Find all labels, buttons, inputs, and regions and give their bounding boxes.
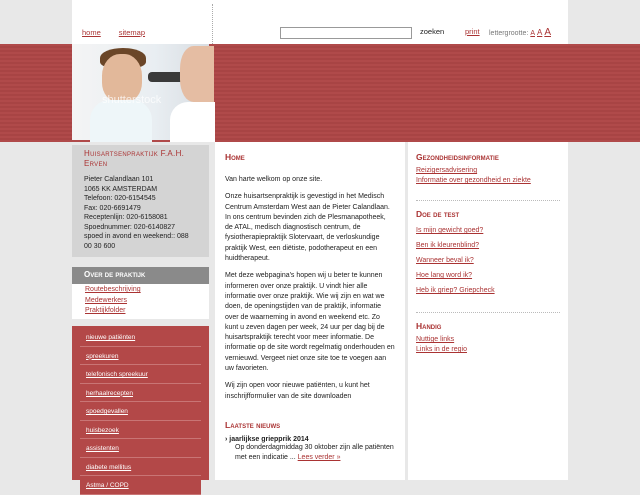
top-nav	[82, 28, 145, 37]
news-heading: Laatste nieuws	[225, 419, 281, 430]
search-button[interactable]: zoeken	[420, 27, 445, 36]
health-info-section	[416, 152, 560, 186]
font-size-label: lettergrootte:	[489, 30, 529, 37]
nav-home-visit[interactable]: huisbezoek	[80, 422, 201, 440]
nav-phone-consultation[interactable]: telefonisch spreekuur	[80, 366, 201, 384]
info-text: Met deze webpagina's hopen wij u beter te kunnen informeren over onze praktijk. U vindt hier alle informatie over onze praktijk. Wie wij zijn en wat we doen, de openingstijden van de praktijk, informatie over de waarneming in avond en weekend etc. Zo kunt u zeven dagen per week, 24 uur per dag bij de huisartspraktijk terecht voor meer informatie. De informatie op de site wordt regelmatig onderhouden en vernieuwd. Vergeet niet onze site toe te voegen aan uw favorieten.	[225, 272, 395, 373]
test-heading: Doe de test	[416, 209, 460, 219]
doctor-face	[180, 46, 214, 102]
intro-text: Onze huisartsenpraktijk is gevestigd in het Medisch Centrum Amsterdam West aan de Pieter Calandlaan. In ons centrum bevinden zich de Plesmanapotheek, de ATAL, medisch diagnostisch centrum, de fysiotherapiepraktijk Slotervaart, de verloskundige praktijk West, een diëtiste, podotherapeut en een huidtherapeut.	[225, 193, 390, 263]
address-fax: Fax: 020-6691479	[84, 204, 141, 212]
handy-links	[416, 335, 560, 355]
read-more-link[interactable]: Lees verder »	[297, 453, 341, 461]
page-title: Home	[225, 152, 245, 162]
font-size-small[interactable]: A	[530, 30, 535, 37]
search-input[interactable]	[280, 27, 412, 39]
child-shirt	[90, 100, 152, 144]
praktijk-heading: Over de praktijk	[72, 267, 209, 284]
welcome-text: Van harte welkom op onze site.	[225, 176, 323, 183]
main-nav	[72, 326, 209, 489]
practice-name: Huisartsenpraktijk F.A.H. Erven	[84, 149, 185, 168]
section-divider-2	[416, 312, 560, 313]
regional-links-link[interactable]: Links in de regio	[416, 346, 467, 353]
health-disease-link[interactable]: Informatie over gezondheid en ziekte	[416, 177, 531, 184]
handy-section	[416, 321, 560, 355]
nav-emergencies[interactable]: spoedgevallen	[80, 403, 201, 421]
doctor-coat	[170, 102, 215, 142]
address-recipe-line: Receptenlijn: 020-6158081	[84, 214, 168, 221]
sitemap-link[interactable]: sitemap	[118, 28, 146, 37]
useful-links-link[interactable]: Nuttige links	[416, 336, 455, 343]
nav-assistants[interactable]: assistenten	[80, 440, 201, 458]
nav-consultation-hours[interactable]: spreekuren	[80, 348, 201, 366]
photo-watermark: shutterstock	[102, 94, 162, 106]
nav-diabetes[interactable]: diabete mellitus	[80, 459, 201, 477]
route-link[interactable]: Routebeschrijving	[85, 286, 141, 293]
news-item-title: › jaarlijkse griepprik 2014	[225, 435, 309, 443]
otoscope-icon	[148, 72, 184, 82]
praktijk-links	[72, 284, 209, 319]
handy-heading: Handig	[416, 321, 442, 331]
news-summary: Op donderdagmiddag 30 oktober zijn alle patiënten met een indicatie ...	[235, 443, 394, 461]
header-photo	[72, 44, 209, 140]
nav-new-patients[interactable]: nieuwe patiënten	[80, 329, 201, 347]
address-block	[72, 145, 209, 257]
font-size-large[interactable]: A	[544, 27, 551, 38]
address-street: Pieter Calandlaan 101	[84, 176, 154, 183]
travel-advice-link[interactable]: Reizigersadvisering	[416, 167, 478, 174]
address-city: 1065 KK AMSTERDAM	[84, 185, 158, 193]
nav-repeat-prescriptions[interactable]: herhaalrecepten	[80, 385, 201, 403]
address-evening: spoed in avond en weekend:: 088 00 30 600	[84, 233, 189, 250]
main-content	[215, 142, 405, 480]
health-info-links	[416, 166, 560, 186]
lifespan-test-link[interactable]: Hoe lang word ik?	[416, 272, 473, 279]
weight-test-link[interactable]: Is mijn gewicht goed?	[416, 227, 484, 234]
health-info-heading: Gezondheidsinformatie	[416, 152, 499, 162]
news-item-text	[225, 443, 395, 463]
news-title-text: jaarlijkse griepprik 2014	[229, 435, 309, 443]
nav-asthma[interactable]: Astma / COPD	[80, 477, 201, 495]
print-link[interactable]: print	[465, 27, 480, 36]
address-phone: Telefoon: 020-6154545	[84, 195, 156, 202]
labor-test-link[interactable]: Wanneer beval ik?	[416, 257, 474, 264]
address-emergency: Spoednummer: 020-6140827	[84, 223, 176, 231]
staff-link[interactable]: Medewerkers	[85, 296, 128, 304]
font-size-medium[interactable]: A	[536, 28, 543, 37]
flu-check-link[interactable]: Heb ik griep? Griepcheck	[416, 287, 495, 294]
new-patients-text: Wij zijn open voor nieuwe patiënten, u kunt het inschrijfformulier van de site downloaden	[225, 382, 370, 400]
font-size-control	[489, 27, 551, 38]
folder-link[interactable]: Praktijkfolder	[85, 307, 126, 314]
section-divider	[416, 200, 560, 201]
right-sidebar	[408, 142, 568, 480]
top-divider	[212, 4, 213, 44]
colorblind-test-link[interactable]: Ben ik kleurenblind?	[416, 242, 480, 249]
home-link[interactable]: home	[82, 28, 101, 37]
test-links	[416, 223, 560, 298]
test-section	[416, 209, 560, 298]
